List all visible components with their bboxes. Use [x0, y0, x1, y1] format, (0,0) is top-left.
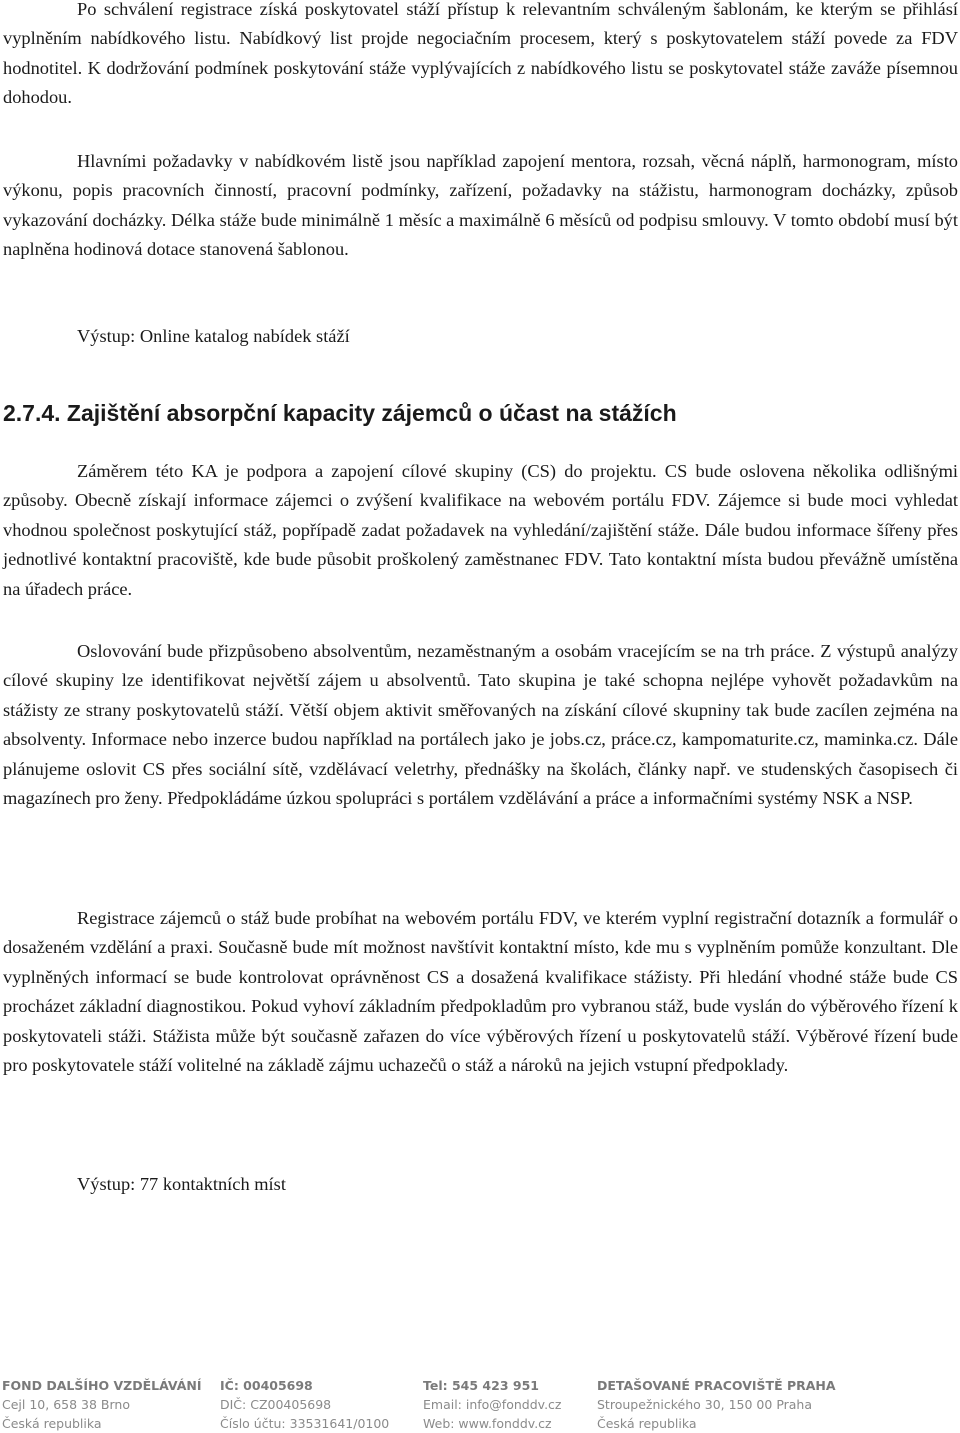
- footer-org-address: Cejl 10, 658 38 Brno: [2, 1397, 130, 1412]
- paragraph-offer-requirements: Hlavními požadavky v nabídkovém listě jsou například zapojení mentora, rozsah, věcná náplň, harmonogram, místo výkonu, popis pracovních činností, pracovní podmínky, zařízení, požadavky na stážistu, harmonogram docházky, způsob vykazování docházky. Délka stáže bude minimálně 1 měsíc a maximálně 6 měsíců od podpisu smlouvy. V tomto období musí být naplněna hodinová dotace stanovená šablonou.: [3, 151, 958, 260]
- paragraph-registration: Registrace zájemců o stáž bude probíhat na webovém portálu FDV, ve kterém vyplní registrační dotazník a formulář o dosaženém vzdělání a praxi. Současně bude mít možnost navštívit kontaktní místo, kde mu s vyplněním pomůže konzultant. Dle vyplněných informací se bude kontrolovat oprávněnost CS a dosažená kvalifikace stážisty. Při hledání vhodné stáže bude CS procházet základní diagnostikou. Pokud vyhoví základním předpokladům pro vybranou stáž, bude vyslán do výběrového řízení k poskytovateli stáži. Stážista může být současně zařazen do více výběrových řízení u poskytovatelů stáží. Výběrové řízení bude pro poskytovatele stáží volitelné na základě zájmu uchazečů o stáž a nároků na jejich vstupní předpoklady.: [3, 908, 958, 1076]
- footer-dic: DIČ: CZ00405698: [220, 1397, 332, 1412]
- footer-org-name: FOND DALŠÍHO VZDĚLÁVÁNÍ: [2, 1378, 202, 1393]
- paragraph-provider-approval: Po schválení registrace získá poskytovatel stáží přístup k relevantním schváleným šablonám, ke kterým se přihlásí vyplněním nabídkového listu. Nabídkový list projde negociačním procesem, který s poskytovatelem stáží povede za FDV hodnotitel. K dodržování podmínek poskytování stáže vyplývajících z nabídkového listu se poskytovatel stáže zaváže písemnou dohodou.: [3, 0, 958, 108]
- footer-branch-address: Stroupežnického 30, 150 00 Praha: [597, 1397, 813, 1412]
- output-online-catalog: Výstup: Online katalog nabídek stáží: [77, 326, 350, 346]
- footer-phone: Tel: 545 423 951: [423, 1378, 539, 1393]
- page-footer: [0, 1376, 960, 1432]
- footer-branch-country: Česká republika: [597, 1416, 697, 1431]
- footer-email[interactable]: Email: info@fonddv.cz: [423, 1397, 562, 1412]
- output-contact-points: Výstup: 77 kontaktních míst: [77, 1174, 286, 1194]
- footer-ic: IČ: 00405698: [220, 1378, 313, 1393]
- paragraph-ka-intent: Záměrem této KA je podpora a zapojení cílové skupiny (CS) do projektu. CS bude oslovena několika odlišnými způsoby. Obecně získají informace zájemci o zvýšení kvalifikace na webovém portálu FDV. Zájemce si bude moci vyhledat vhodnou společnost poskytující stáž, popřípadě zadat požadavek na vyhledání/zajištění stáže. Dále budou informace šířeny přes jednotlivé kontaktní pracoviště, kde bude působit proškolený zaměstnanec FDV. Tato kontaktní místa budou převážně umístěna na úřadech práce.: [3, 461, 958, 599]
- section-heading: 2.7.4. Zajištění absorpční kapacity zájemců o účast na stážích: [3, 400, 677, 426]
- footer-organization: [2, 1376, 202, 1433]
- footer-web[interactable]: Web: www.fonddv.cz: [423, 1416, 552, 1431]
- footer-identifiers: [220, 1376, 389, 1433]
- footer-account: Číslo účtu: 33531641/0100: [220, 1416, 390, 1431]
- footer-branch: [597, 1376, 836, 1433]
- paragraph-outreach: Oslovování bude přizpůsobeno absolventům, nezaměstnaným a osobám vracejícím se na trh práce. Z výstupů analýzy cílové skupiny lze identifikovat největší zájem u absolventů. Tato skupina je také schopna nejlépe vyhovět požadavkům na stážisty ze strany poskytovatelů stáží. Větší objem aktivit směřovaných na získání cílové skupniny tak bude zacílen zejména na absolventy. Informace nebo inzerce budou například na portálech jako je jobs.cz, práce.cz, kampomaturite.cz, maminka.cz. Dále plánujeme oslovit CS přes sociální sítě, vzdělávací veletrhy, přednášky na školách, články např. ve studenských časopisech či magazínech pro ženy. Předpokládáme úzkou spolupráci s portálem vzdělávání a práce a informačními systémy NSK a NSP.: [3, 641, 958, 809]
- footer-branch-name: DETAŠOVANÉ PRACOVIŠTĚ PRAHA: [597, 1378, 836, 1393]
- footer-org-country: Česká republika: [2, 1416, 102, 1431]
- footer-contact: [423, 1376, 561, 1433]
